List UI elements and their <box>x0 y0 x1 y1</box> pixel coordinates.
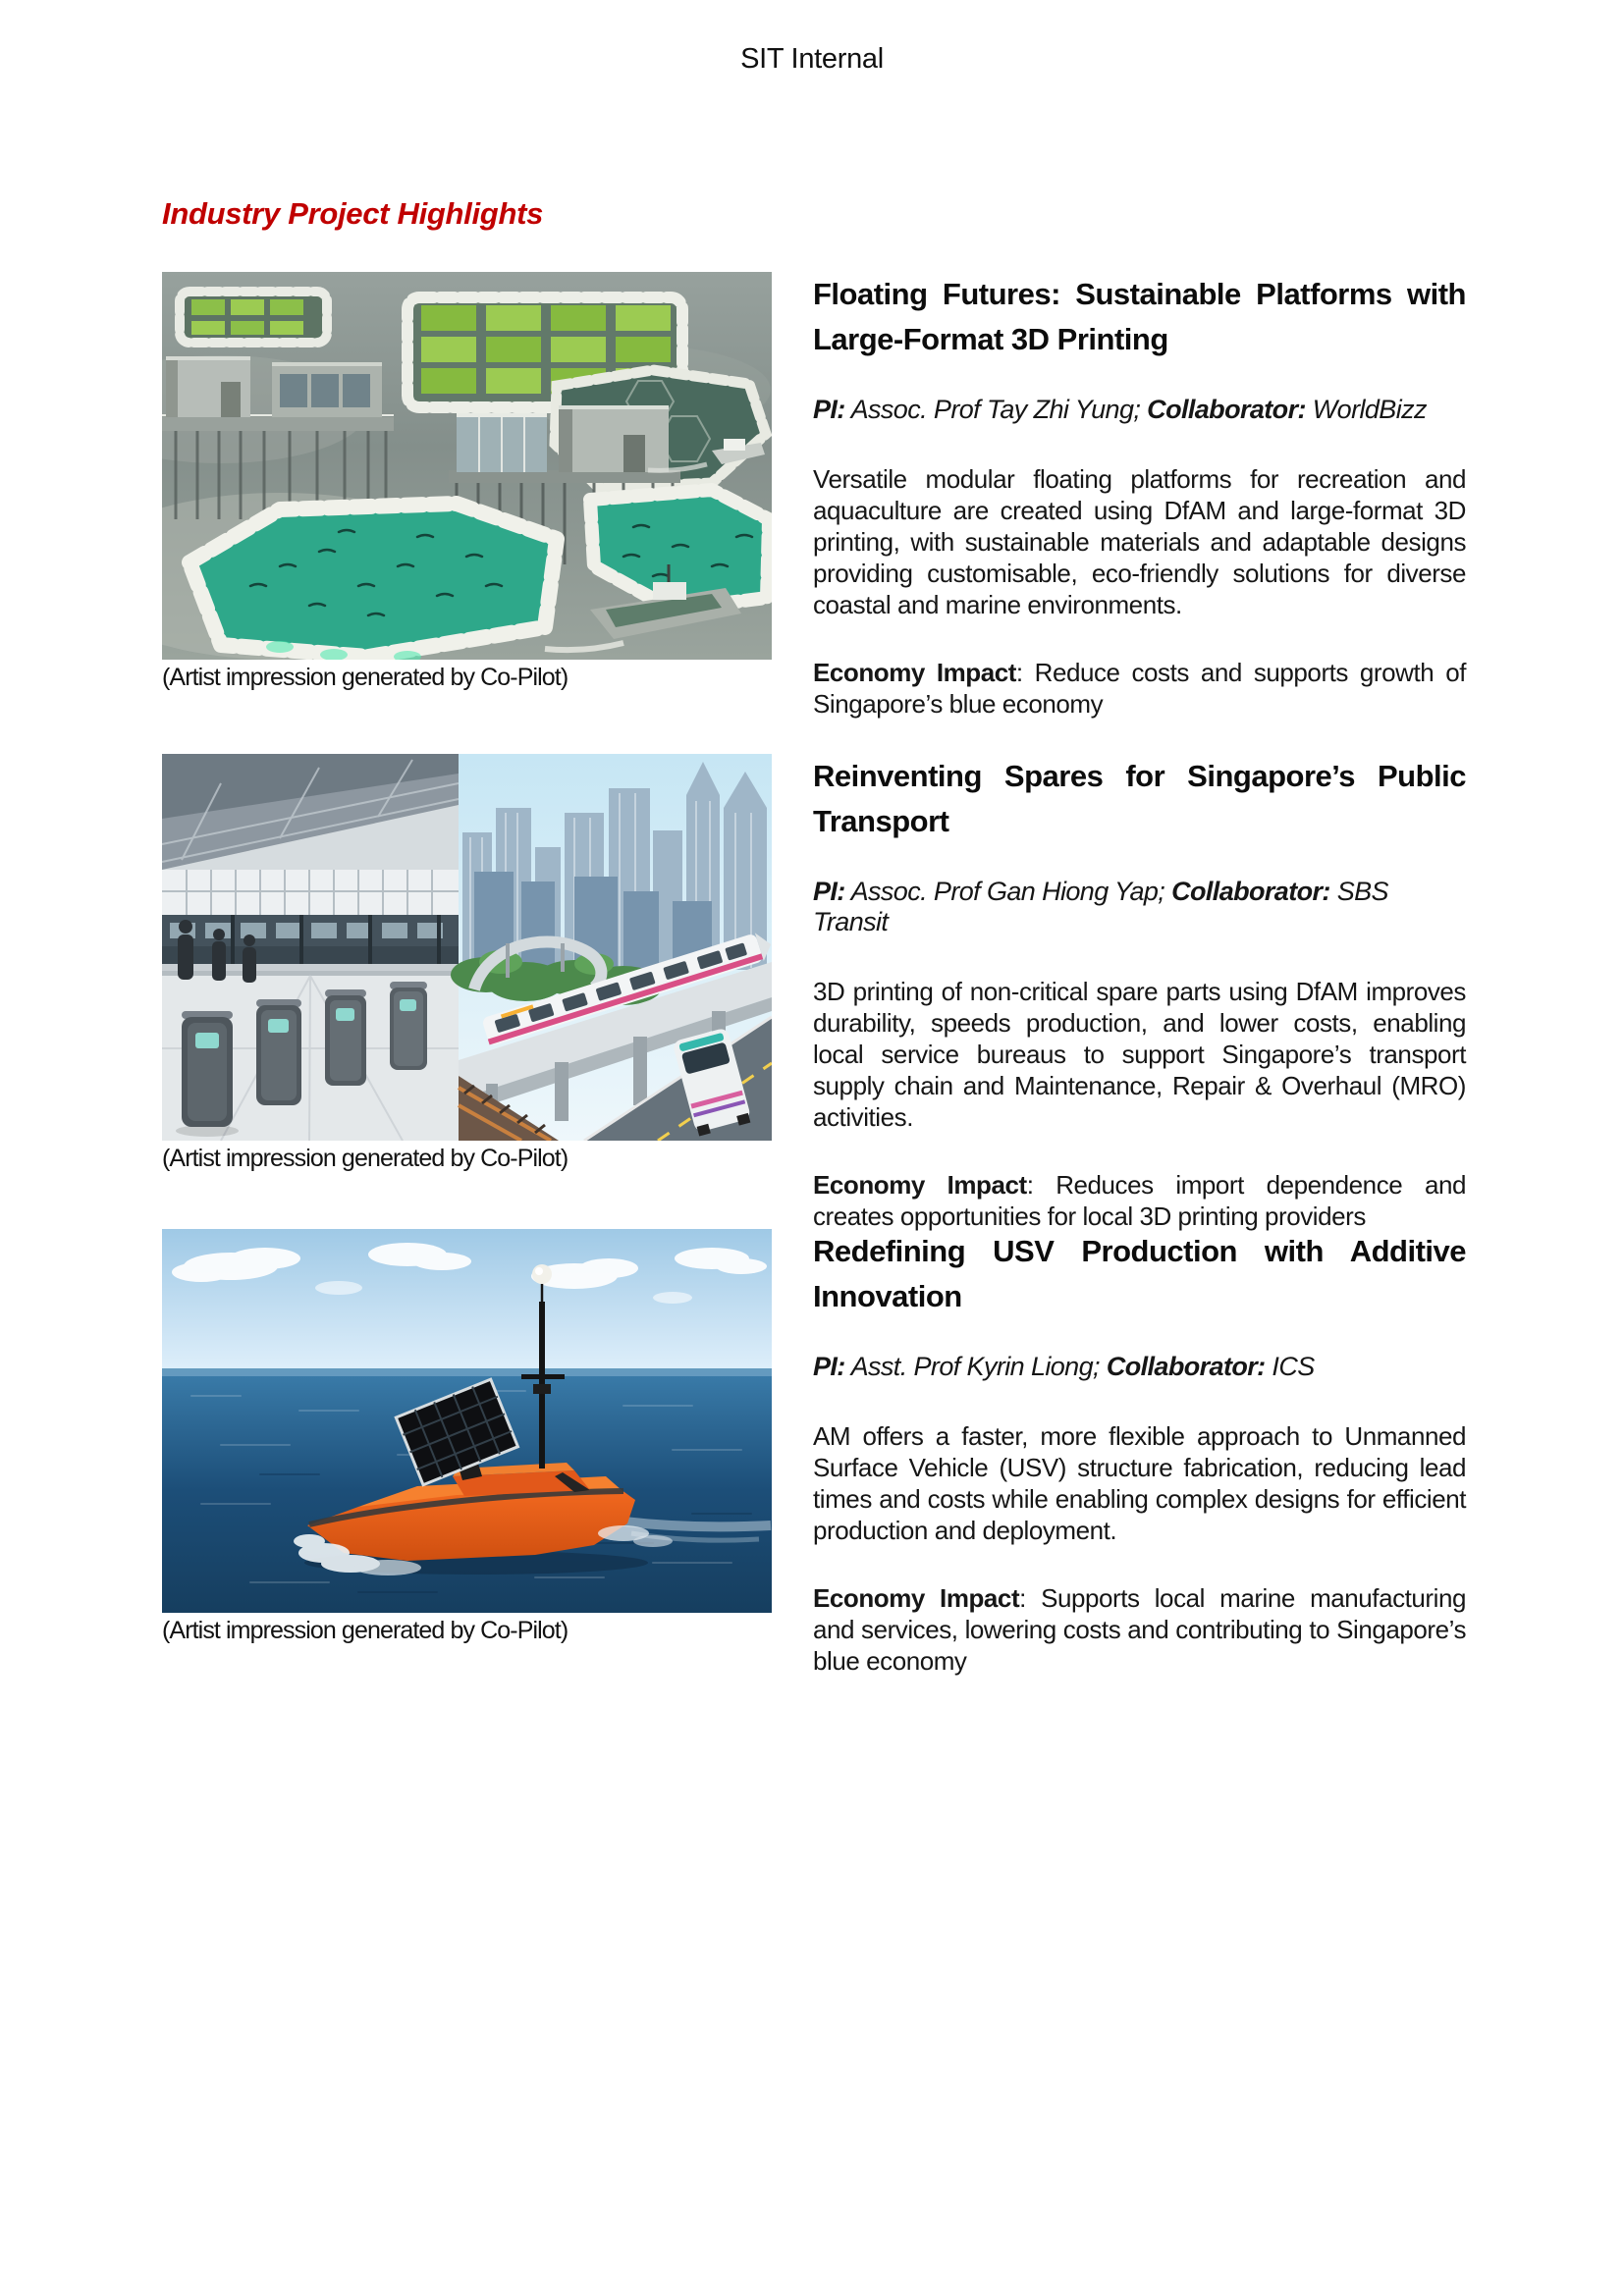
project-figure <box>162 754 772 1173</box>
economy-impact-label: Economy Impact <box>813 1583 1020 1613</box>
economy-impact-text: : Reduces import dependence and creates opportunities for local 3D printing providers <box>813 1170 1466 1231</box>
economy-impact <box>813 657 1466 720</box>
project-figure <box>162 1229 772 1645</box>
economy-impact <box>813 1169 1466 1232</box>
public-transport-image <box>162 754 772 1141</box>
pi-name: Asst. Prof Kyrin Liong; <box>844 1352 1107 1381</box>
image-caption: (Artist impression generated by Co-Pilot) <box>162 664 568 691</box>
collaborator-label: Collaborator: <box>1147 395 1306 424</box>
project-title: Reinventing Spares for Singapore’s Public Transport <box>813 759 1466 838</box>
project-pi-line <box>813 877 1466 937</box>
collaborator-label: Collaborator: <box>1106 1352 1266 1381</box>
collaborator-name: WorldBizz <box>1305 395 1427 424</box>
document-classification-header: SIT Internal <box>740 43 884 75</box>
economy-impact-label: Economy Impact <box>813 1170 1027 1200</box>
project-text-column <box>813 754 1466 1232</box>
pi-name: Assoc. Prof Tay Zhi Yung; <box>844 395 1148 424</box>
section-title: Industry Project Highlights <box>162 196 544 231</box>
economy-impact-label: Economy Impact <box>813 658 1016 687</box>
economy-impact-text: : Supports local marine manufacturing and services, lowering costs and contributing to Singapore’s blue economy <box>813 1583 1466 1676</box>
collaborator-name: SBS Transit <box>813 877 1388 936</box>
project-description: AM offers a faster, more flexible approach to Unmanned Surface Vehicle (USV) structure fabrication, reducing lead times and costs while enabling complex designs for efficient production and deployment. <box>813 1421 1466 1545</box>
usv-boat-image <box>162 1229 772 1613</box>
pi-label: PI: <box>813 877 845 906</box>
project-figure <box>162 272 772 692</box>
project-text-column <box>813 1229 1466 1677</box>
project-description: 3D printing of non-critical spare parts using DfAM improves durability, speeds production, and lower costs, enabling local service bureaus to support Singapore’s transport supply chain and Maintenance, Repair & Overhaul (MRO) activities. <box>813 977 1466 1132</box>
economy-impact-text: : Reduce costs and supports growth of Singapore’s blue economy <box>813 658 1466 719</box>
collaborator-name: ICS <box>1265 1352 1315 1381</box>
economy-impact <box>813 1582 1466 1677</box>
project-pi-line <box>813 1352 1466 1382</box>
project-pi-line <box>813 395 1466 425</box>
project-title: Redefining USV Production with Additive Innovation <box>813 1234 1466 1313</box>
image-caption: (Artist impression generated by Co-Pilot) <box>162 1617 568 1644</box>
pi-label: PI: <box>813 395 845 424</box>
project-description: Versatile modular floating platforms for recreation and aquaculture are created using DfAM and large-format 3D printing, with sustainable materials and adaptable designs providing customisable, eco-friendly solutions for diverse coastal and marine environments. <box>813 464 1466 619</box>
collaborator-label: Collaborator: <box>1171 877 1330 906</box>
pi-name: Assoc. Prof Gan Hiong Yap; <box>844 877 1172 906</box>
floating-platforms-image <box>162 272 772 660</box>
pi-label: PI: <box>813 1352 845 1381</box>
project-text-column <box>813 272 1466 720</box>
project-title: Floating Futures: Sustainable Platforms with Large-Format 3D Printing <box>813 277 1466 356</box>
image-caption: (Artist impression generated by Co-Pilot) <box>162 1145 568 1172</box>
